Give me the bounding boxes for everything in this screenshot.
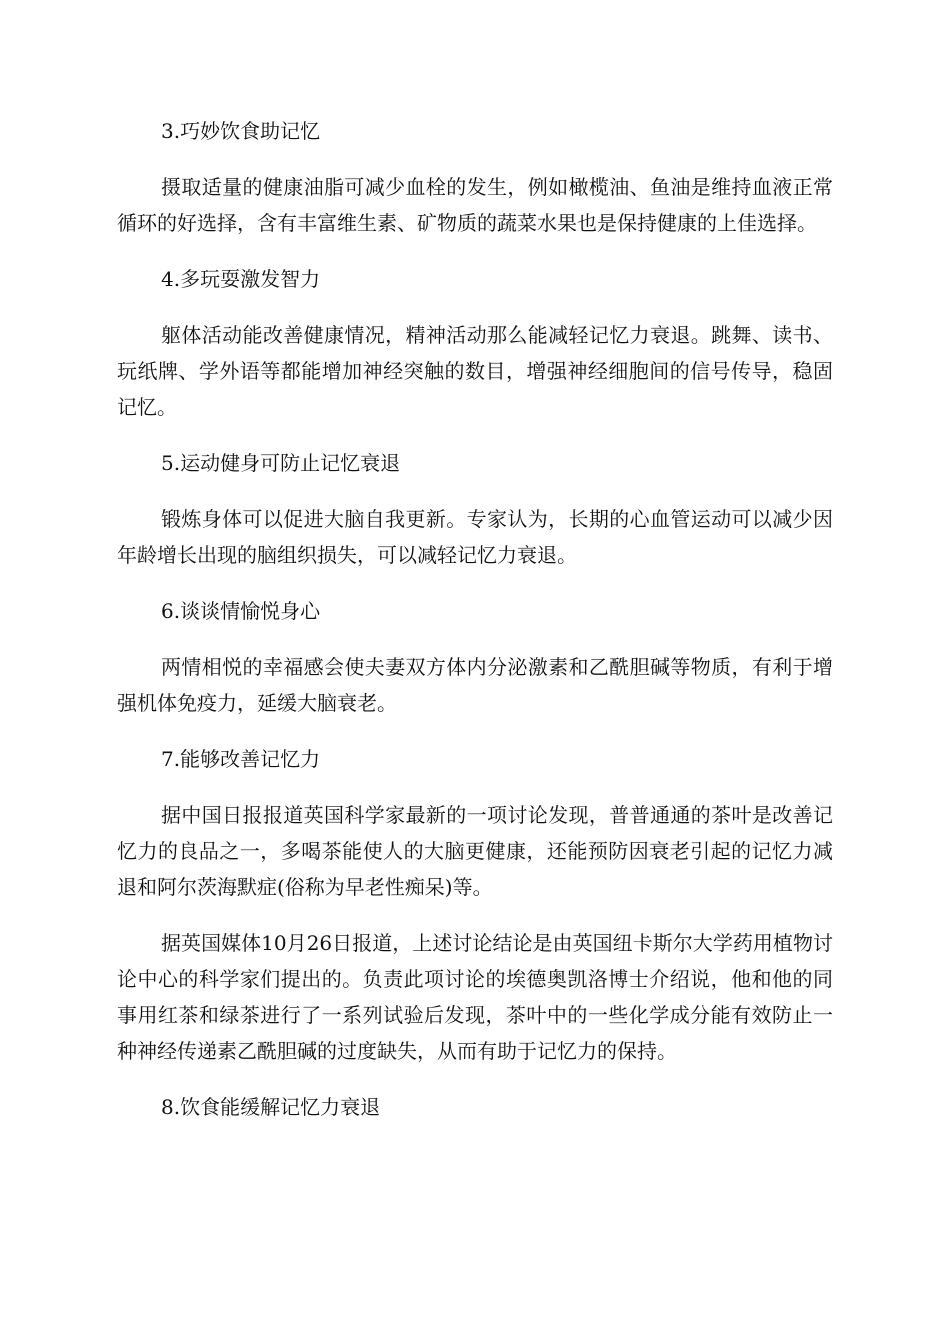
section-heading: 6.谈谈情愉悦身心	[161, 599, 321, 623]
section-heading: 7.能够改善记忆力	[161, 747, 321, 771]
section-paragraph: 据中国日报报道英国科学家最新的一项讨论发现，普普通通的茶叶是改善记忆力的良品之一，多喝茶能使人的大脑更健康，还能预防因衰老引起的记忆力减退和阿尔茨海默症(俗称为早老性痴呆)等。	[117, 803, 833, 899]
section-heading: 8.饮食能缓解记忆力衰退	[161, 1095, 381, 1119]
section-paragraph: 两情相悦的幸福感会使夫妻双方体内分泌激素和乙酰胆碱等物质，有利于增强机体免疫力，延缓大脑衰老。	[117, 655, 833, 715]
section-heading: 4.多玩耍激发智力	[161, 267, 321, 291]
section-paragraph: 躯体活动能改善健康情况，精神活动那么能减轻记忆力衰退。跳舞、读书、玩纸牌、学外语等都能增加神经突触的数目，增强神经细胞间的信号传导，稳固记忆。	[117, 323, 833, 419]
section-heading: 3.巧妙饮食助记忆	[161, 119, 321, 143]
section-paragraph: 锻炼身体可以促进大脑自我更新。专家认为，长期的心血管运动可以减少因年龄增长出现的脑组织损失，可以减轻记忆力衰退。	[117, 507, 833, 567]
document-body	[117, 113, 833, 1125]
section-heading: 5.运动健身可防止记忆衰退	[161, 451, 401, 475]
section-paragraph: 据英国媒体10月26日报道，上述讨论结论是由英国纽卡斯尔大学药用植物讨论中心的科学家们提出的。负责此项讨论的埃德奥凯洛博士介绍说，他和他的同事用红茶和绿茶进行了一系列试验后发现，茶叶中的一些化学成分能有效防止一种神经传递素乙酰胆碱的过度缺失，从而有助于记忆力的保持。	[117, 931, 833, 1063]
section-paragraph: 摄取适量的健康油脂可减少血栓的发生，例如橄榄油、鱼油是维持血液正常循环的好选择，含有丰富维生素、矿物质的蔬菜水果也是保持健康的上佳选择。	[117, 175, 833, 235]
